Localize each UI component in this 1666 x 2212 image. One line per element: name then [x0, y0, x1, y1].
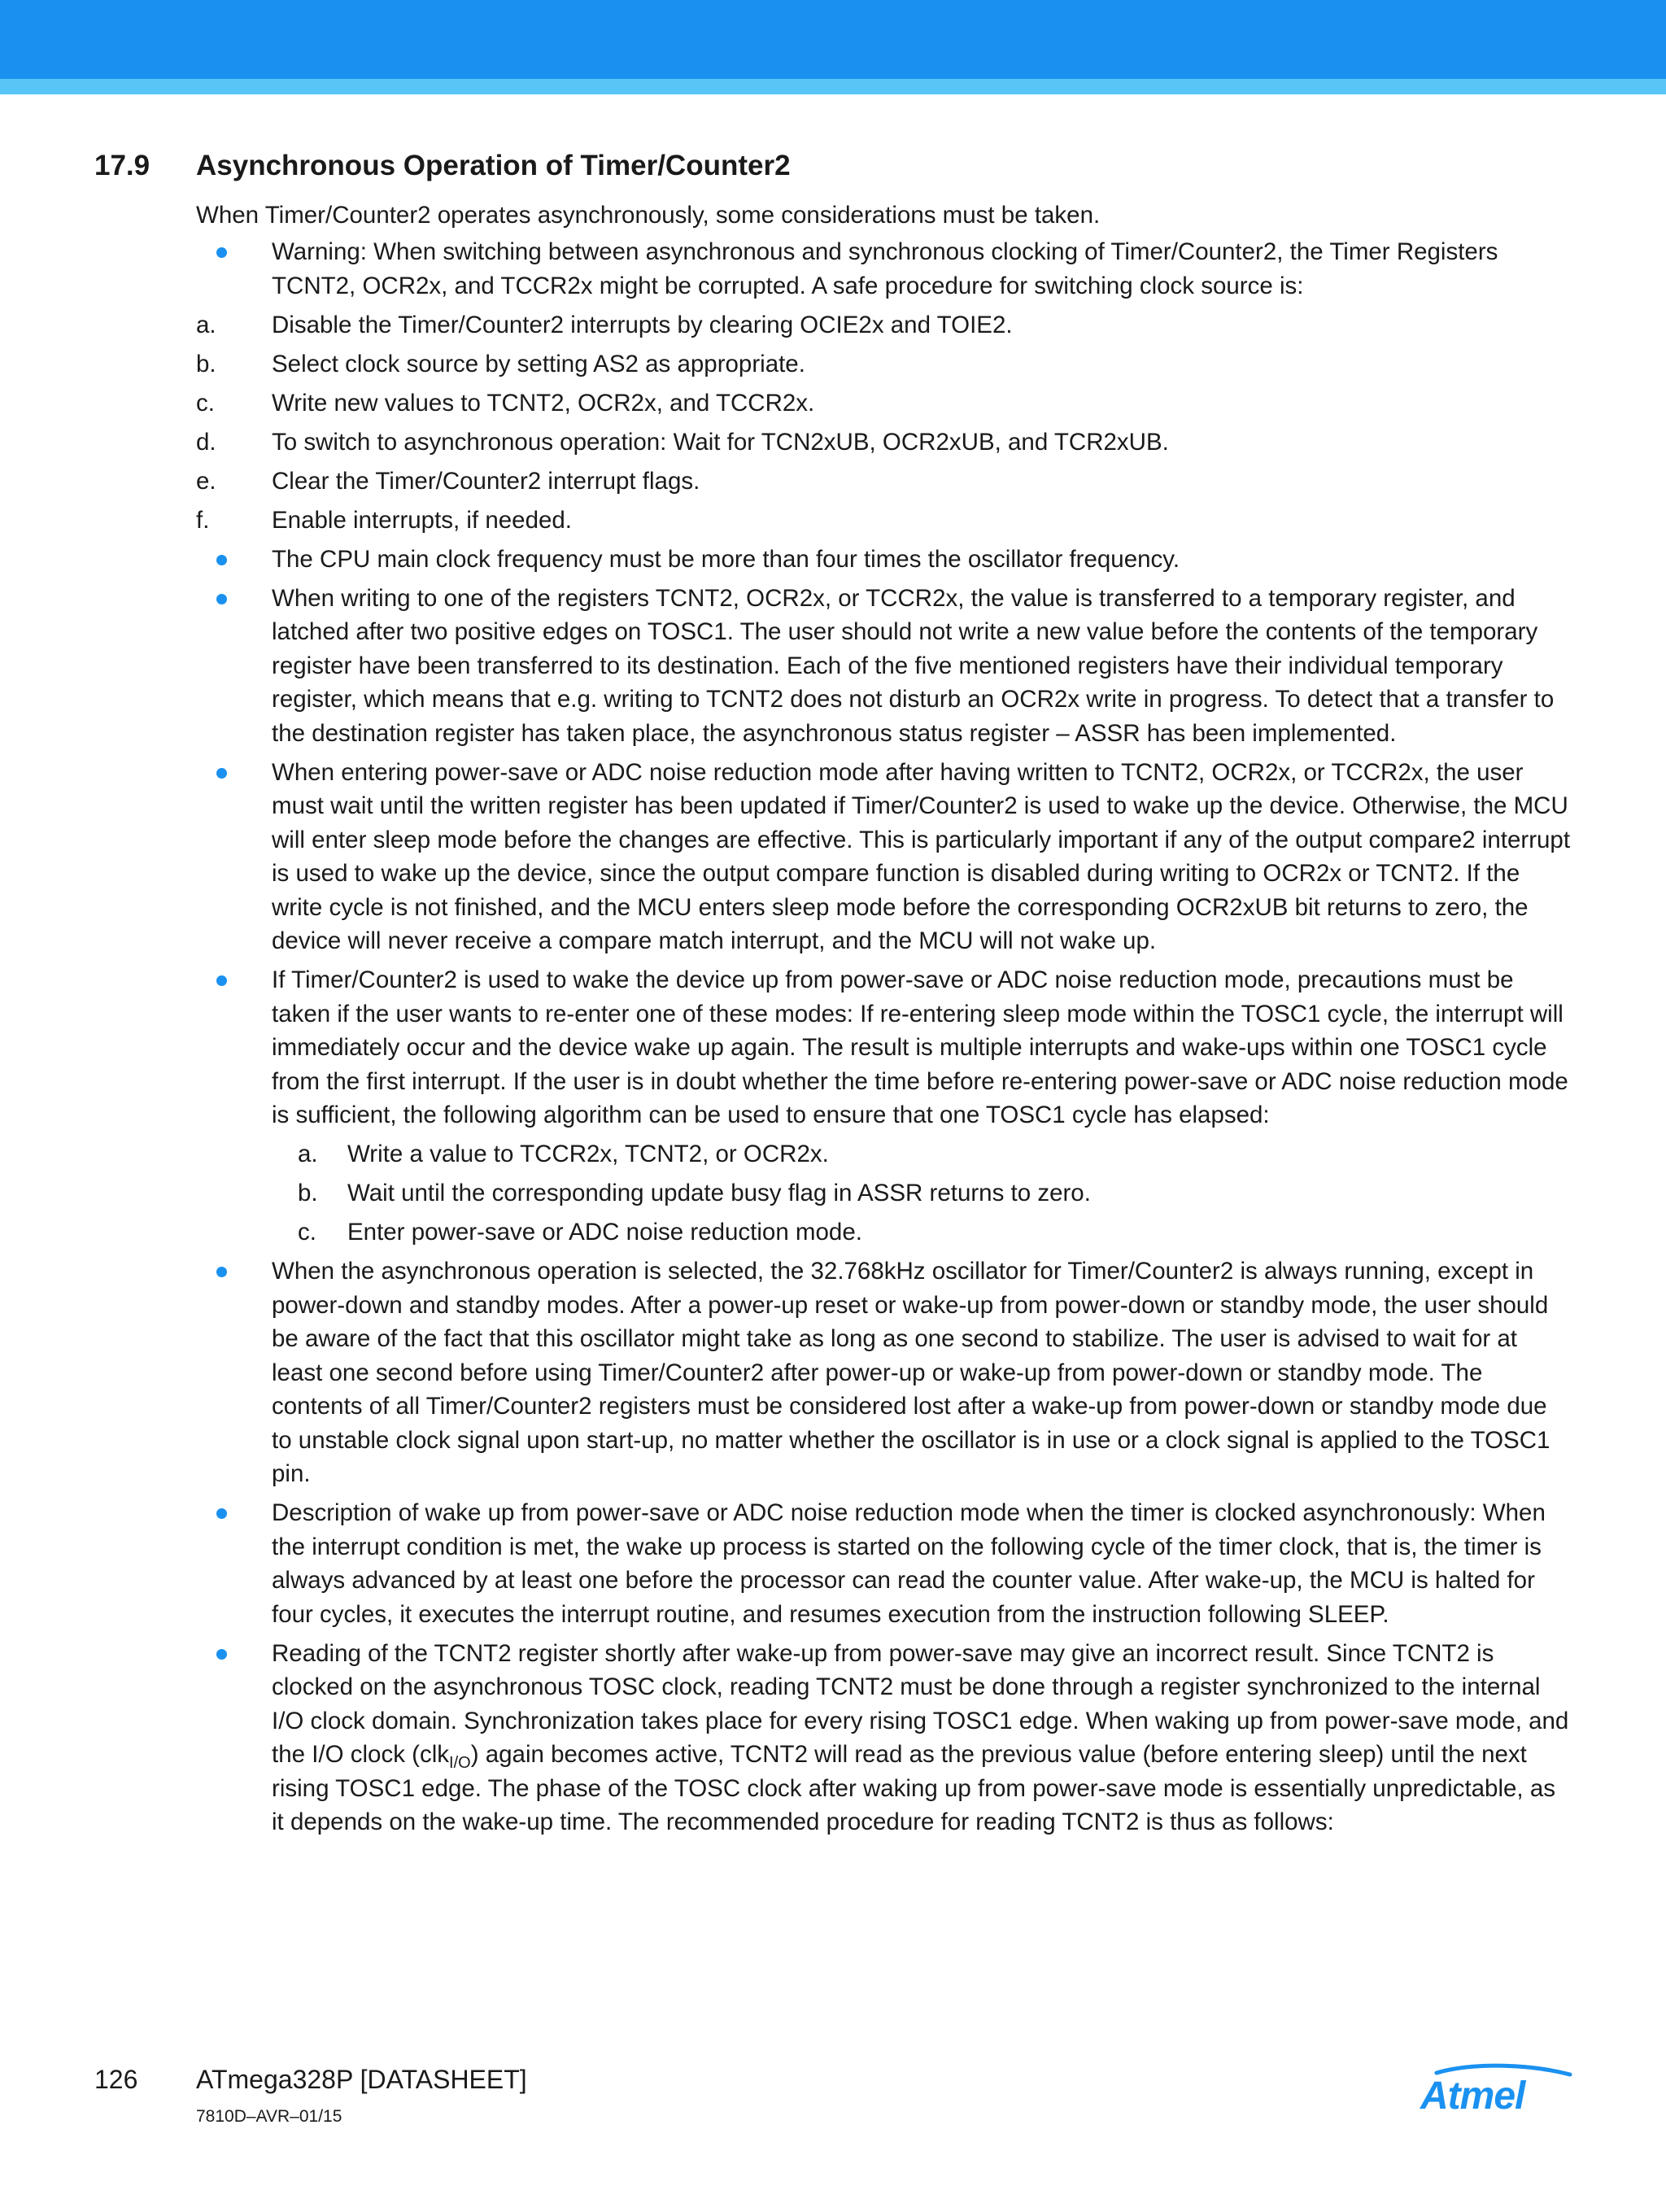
- consideration-list: [0, 235, 1666, 1839]
- body-content: [0, 199, 1666, 1844]
- bullet-dot-icon: [216, 594, 227, 604]
- bullet-dot-icon: [216, 1649, 227, 1660]
- item-text: Disable the Timer/Counter2 interrupts by clearing OCIE2x and TOIE2.: [272, 311, 1013, 338]
- bullet-item: [0, 1254, 1573, 1491]
- item-text: When the asynchronous operation is selected, the 32.768kHz oscillator for Timer/Counter2 is always running, except in power-down and standby modes. After a power-up reset or wake-up from power-down or standby mode, the user should be aware of the fact that this oscillator might take as long as one second to stabilize. The user is advised to wait for at least one second before using Timer/Counter2 after power-up or wake-up from power-down or standby mode. The contents of all Timer/Counter2 registers must be considered lost after a wake-up from power-down or standby mode due to unstable clock signal upon start-up, no matter whether the oscillator is in use or a clock signal is applied to the TOSC1 pin.: [272, 1258, 1550, 1487]
- section-number: 17.9: [94, 150, 150, 181]
- intro-paragraph: When Timer/Counter2 operates asynchronously, some considerations must be taken.: [196, 202, 1101, 229]
- step-marker: b.: [298, 1180, 318, 1206]
- section-title: Asynchronous Operation of Timer/Counter2: [196, 150, 791, 181]
- page-number: 126: [94, 2065, 138, 2094]
- item-text: Write new values to TCNT2, OCR2x, and TCCR2x.: [272, 389, 815, 417]
- header-stripe: [0, 79, 1666, 94]
- item-text: Select clock source by setting AS2 as appropriate.: [272, 350, 805, 377]
- step-marker: b.: [196, 350, 216, 377]
- bullet-item: [0, 1496, 1573, 1631]
- bullet-item: [0, 963, 1573, 1132]
- step-item: [0, 425, 1573, 460]
- item-text: To switch to asynchronous operation: Wait for TCN2xUB, OCR2xUB, and TCR2xUB.: [272, 428, 1169, 456]
- item-text: Enable interrupts, if needed.: [272, 506, 572, 534]
- bullet-item: [0, 1637, 1573, 1839]
- step-item: [0, 1176, 1576, 1211]
- bullet-dot-icon: [216, 768, 227, 779]
- item-text: When writing to one of the registers TCNT2, OCR2x, or TCCR2x, the value is transferred to a temporary register, and latched after two positive edges on TOSC1. The user should not write a new value before the contents of the temporary register have been transferred to its destination. Each of the five mentioned registers have their individual temporary register, which means that e.g. writing to TCNT2 does not disturb an OCR2x write in progress. To detect that a transfer to the destination register has taken place, the asynchronous status register – ASSR has been implemented.: [272, 584, 1555, 747]
- atmel-logo: [1419, 2063, 1573, 2120]
- bullet-item: [0, 582, 1573, 751]
- step-item: [0, 1137, 1576, 1171]
- item-text: Enter power-save or ADC noise reduction mode.: [347, 1219, 862, 1246]
- bullet-dot-icon: [216, 975, 227, 986]
- step-item: [0, 347, 1573, 382]
- item-text: Wait until the corresponding update busy flag in ASSR returns to zero.: [347, 1180, 1091, 1206]
- item-text: Clear the Timer/Counter2 interrupt flags.: [272, 467, 700, 495]
- step-item: [0, 1215, 1576, 1250]
- item-text: The CPU main clock frequency must be more than four times the oscillator frequency.: [272, 545, 1180, 573]
- step-marker: d.: [196, 428, 216, 456]
- item-text: Description of wake up from power-save or ADC noise reduction mode when the timer is clocked asynchronously: When the interrupt condition is met, the wake up process is started on the following cycle of the timer clock, that is, the timer is always advanced by at least one before the processor can read the counter value. After wake-up, the MCU is halted for four cycles, it executes the interrupt routine, and resumes execution from the instruction following SLEEP.: [272, 1499, 1546, 1628]
- logo-swoosh: [1437, 2066, 1570, 2075]
- item-text: Write a value to TCCR2x, TCNT2, or OCR2x.: [347, 1141, 829, 1167]
- section-heading: [94, 145, 791, 187]
- step-marker: a.: [196, 311, 216, 338]
- step-marker: f.: [196, 506, 210, 534]
- step-item: [0, 465, 1573, 499]
- bullet-item: [0, 756, 1573, 958]
- item-text: [272, 1640, 1568, 1836]
- bullet-item: [0, 543, 1573, 577]
- step-marker: c.: [196, 389, 215, 417]
- step-item: [0, 386, 1573, 421]
- bullet-dot-icon: [216, 1508, 227, 1519]
- logo-wordmark: Atmel: [1420, 2075, 1525, 2118]
- document-id: 7810D–AVR–01/15: [196, 2107, 342, 2126]
- header-band: [0, 0, 1666, 79]
- item-text-part: ) again becomes active, TCNT2 will read as the previous value (before entering sleep) until the next rising TOSC1 edge. The phase of the TOSC clock after waking up from power-save mode is essentially unpredictable, as it depends on the wake-up time. The recommended procedure for reading TCNT2 is thus as follows:: [272, 1741, 1555, 1835]
- bullet-item: [0, 235, 1573, 303]
- clock-subscript: I/O: [449, 1753, 471, 1772]
- item-text: When entering power-save or ADC noise reduction mode after having written to TCNT2, OCR2x, or TCCR2x, the user must wait until the written register has been updated if Timer/Counter2 is used to wake up the device. Otherwise, the MCU will enter sleep mode before the changes are effective. This is particularly important if any of the output compare2 interrupt is used to wake up the device, since the output compare function is disabled during writing to OCR2x or TCNT2. If the write cycle is not finished, and the MCU enters sleep mode before the corresponding OCR2xUB bit returns to zero, the device will never receive a compare match interrupt, and the MCU will not wake up.: [272, 758, 1571, 954]
- step-item: [0, 504, 1573, 538]
- item-text: If Timer/Counter2 is used to wake the device up from power-save or ADC noise reduction mode, precautions must be taken if the user wants to re-enter one of these modes: If re-entering sleep mode within the TOSC1 cycle, the interrupt will immediately occur and the device wake up again. The result is multiple interrupts and wake-ups within one TOSC1 cycle from the first interrupt. If the user is in doubt whether the time before re-entering power-save or ADC noise reduction mode is sufficient, the following algorithm can be used to ensure that one TOSC1 cycle has elapsed:: [272, 966, 1568, 1128]
- document-title: ATmega328P [DATASHEET]: [196, 2065, 527, 2094]
- bullet-dot-icon: [216, 247, 227, 258]
- item-text-part: Reading of the TCNT2 register shortly after wake-up from power-save may give an incorrect result. Since TCNT2 is clocked on the asynchronous TOSC clock, reading TCNT2 must be done through a register synchronized to the internal I/O clock domain. Synchronization takes place for every rising TOSC1 edge. When waking up from power-save mode, and the I/O clock (clk: [272, 1639, 1569, 1768]
- step-marker: c.: [298, 1219, 316, 1246]
- bullet-dot-icon: [216, 555, 227, 565]
- step-item: [0, 308, 1573, 342]
- bullet-dot-icon: [216, 1267, 227, 1277]
- step-marker: e.: [196, 467, 216, 495]
- step-marker: a.: [298, 1141, 318, 1167]
- item-text: Warning: When switching between asynchronous and synchronous clocking of Timer/Counter2, the Timer Registers TCNT2, OCR2x, and TCCR2x might be corrupted. A safe procedure for switching clock source is:: [272, 238, 1498, 299]
